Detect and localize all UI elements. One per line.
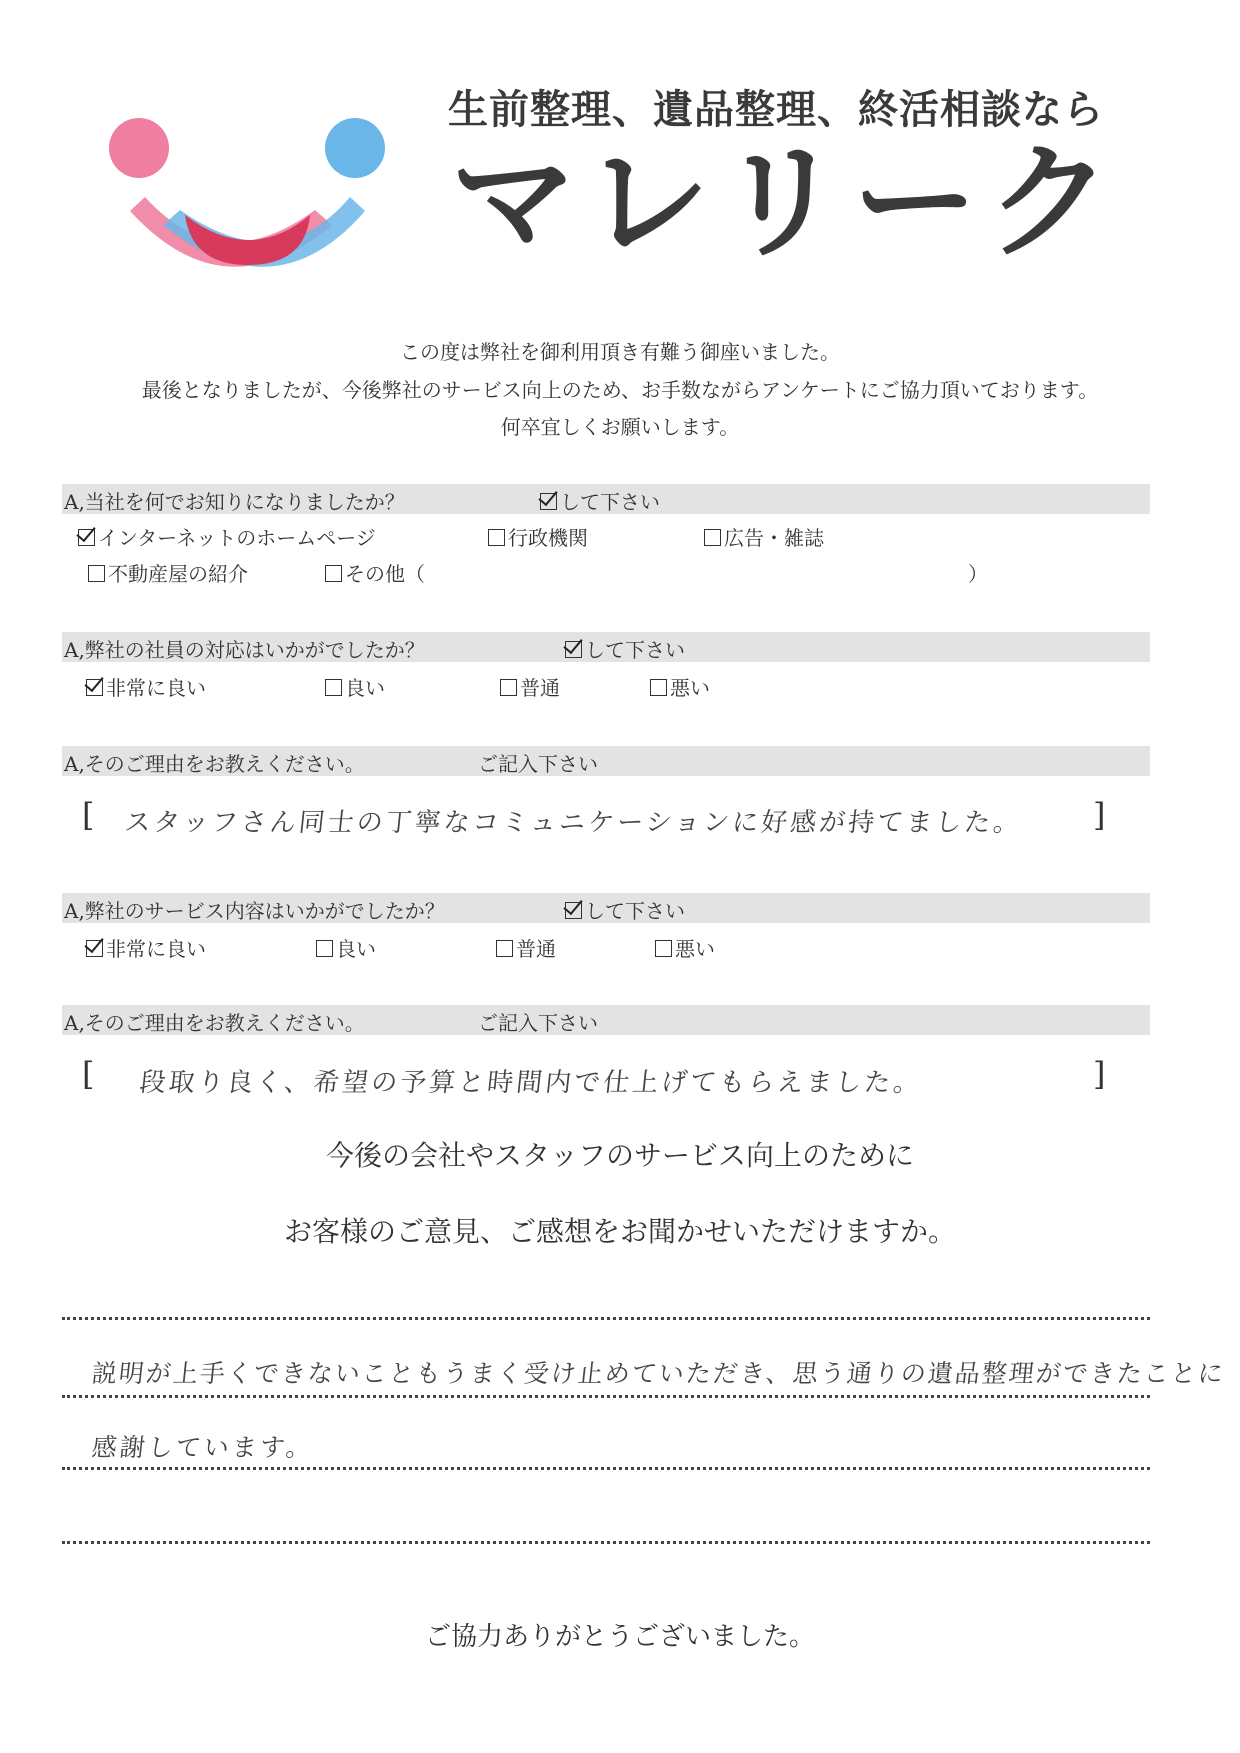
checkbox-icon[interactable] [325,565,342,582]
instruction-4: して下さい [565,895,685,924]
answer-5[interactable]: 段取り良く、希望の予算と時間内で仕上げてもらえました。 [138,1068,924,1098]
checkbox-icon[interactable] [500,679,517,696]
instruction-2: して下さい [565,634,685,663]
instruction-check-icon [565,902,582,919]
q1-other-close: ） [968,562,988,586]
bracket-open: [ [82,1055,95,1093]
intro-line-3: 何卒宜しくお願いします。 [500,415,740,439]
q1-option-other[interactable]: その他（ [325,558,425,587]
q4-option-bad[interactable]: 悪い [655,933,715,962]
q1-option-internet[interactable]: インターネットのホームページ [78,522,376,551]
checkbox-icon[interactable] [650,679,667,696]
checkbox-icon[interactable] [655,940,672,957]
instruction-check-icon [540,493,557,510]
feedback-answer-1[interactable]: 説明が上手くできないこともうまく受け止めていただき、思う通りの遺品整理ができたことに [90,1359,1227,1388]
intro-line-2: 最後となりましたが、今後弊社のサービス向上のため、お手数ながらアンケートにご協力頂いております。 [141,378,1099,402]
instruction-check-icon [565,641,582,658]
checkbox-icon[interactable] [488,529,505,546]
q2-option-very-good[interactable]: 非常に良い [86,672,206,701]
feedback-answer-2[interactable]: 感謝しています。 [90,1433,316,1462]
tagline: 生前整理、遺品整理、終活相談なら [448,87,1104,133]
logo-pink-dot [109,118,169,178]
feedback-line-3 [62,1467,1150,1470]
bracket-open: [ [82,796,95,834]
brand-name: マレリーク [450,129,1120,276]
question-2: A,弊社の社員の対応はいかがでしたか？ [64,638,425,662]
instruction-1: して下さい [540,486,660,515]
checkbox-icon[interactable] [496,940,513,957]
instruction-3: ご記入下さい [478,752,598,776]
checkbox-icon[interactable] [325,679,342,696]
feedback-line-1 [62,1317,1150,1320]
checkbox-checked-icon[interactable] [78,529,95,546]
checkbox-icon[interactable] [316,940,333,957]
feedback-prompt-2: お客様のご意見、ご感想をお聞かせいただけますか。 [283,1215,956,1248]
q2-option-good[interactable]: 良い [325,672,385,701]
q1-option-realestate[interactable]: 不動産屋の紹介 [88,558,248,587]
bracket-close: ] [1093,1055,1106,1093]
logo-blue-dot [325,118,385,178]
checkbox-icon[interactable] [704,529,721,546]
brand-logo [100,115,400,285]
q4-option-average[interactable]: 普通 [496,933,556,962]
question-5: A,そのご理由をお教えください。 [64,1011,365,1035]
q1-option-government[interactable]: 行政機関 [488,522,588,551]
answer-3[interactable]: スタッフさん同士の丁寧なコミュニケーションに好感が持てました。 [123,808,1024,838]
checkbox-checked-icon[interactable] [86,679,103,696]
closing-message: ご協力ありがとうございました。 [424,1622,815,1652]
q2-option-average[interactable]: 普通 [500,672,560,701]
q4-option-good[interactable]: 良い [316,933,376,962]
q1-option-ads[interactable]: 広告・雑誌 [704,522,824,551]
feedback-line-4 [62,1541,1150,1544]
bracket-close: ] [1093,796,1106,834]
question-4: A,弊社のサービス内容はいかがでしたか？ [64,899,445,923]
feedback-line-2 [62,1395,1150,1398]
question-1: A,当社を何でお知りになりましたか？ [64,490,405,514]
intro-line-1: この度は弊社を御利用頂き有難う御座いました。 [400,340,840,364]
checkbox-checked-icon[interactable] [86,940,103,957]
checkbox-icon[interactable] [88,565,105,582]
question-3: A,そのご理由をお教えください。 [64,752,365,776]
instruction-5: ご記入下さい [478,1011,598,1035]
feedback-prompt-1: 今後の会社やスタッフのサービス向上のために [325,1139,914,1172]
q4-option-very-good[interactable]: 非常に良い [86,933,206,962]
q2-option-bad[interactable]: 悪い [650,672,710,701]
